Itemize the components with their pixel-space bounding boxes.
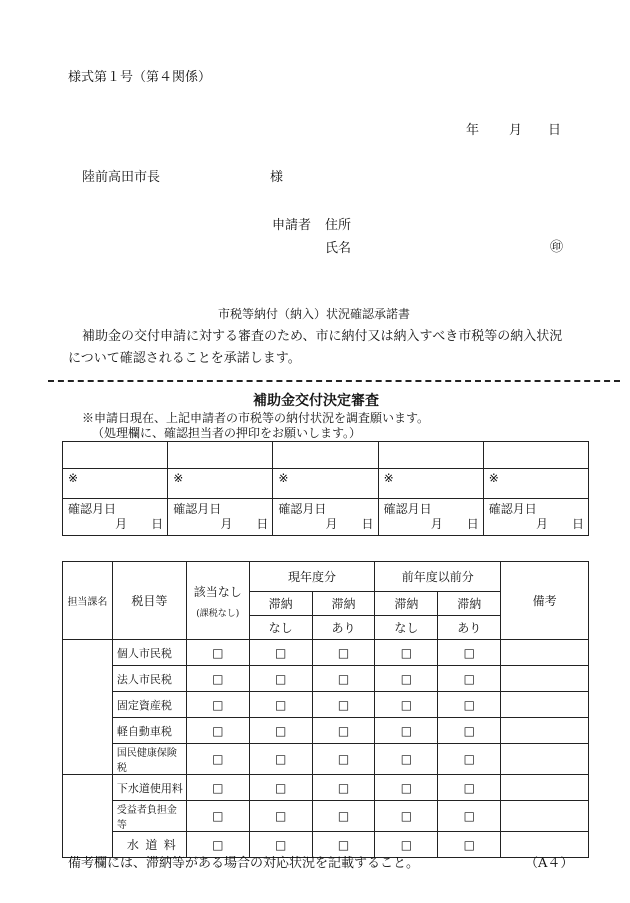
checkbox[interactable]: □ (249, 801, 312, 832)
remarks-header: 備考 (501, 562, 589, 640)
tax-name: 国民健康保険税 (112, 744, 186, 775)
consent-body-line2: について確認されることを承諾します。 (68, 351, 301, 366)
checkbox[interactable]: □ (438, 744, 501, 775)
checkbox[interactable]: □ (312, 775, 375, 801)
checkbox[interactable]: □ (375, 640, 438, 666)
checkbox[interactable]: □ (312, 744, 375, 775)
footer-note: 備考欄には、滞納等がある場合の対応状況を記載すること。 (68, 856, 420, 871)
review-title: 補助金交付決定審査 (253, 393, 379, 409)
tax-name: 下水道使用料 (112, 775, 186, 801)
table-row (63, 666, 589, 692)
date-year-label: 年 (466, 123, 480, 138)
tax-name: 軽自動車税 (112, 718, 186, 744)
confirmation-table (62, 441, 589, 536)
checkbox[interactable]: □ (186, 666, 249, 692)
table-row (63, 775, 589, 801)
checkbox[interactable]: □ (186, 744, 249, 775)
checkbox[interactable]: □ (186, 692, 249, 718)
checkbox[interactable]: □ (249, 640, 312, 666)
checkbox[interactable]: □ (438, 666, 501, 692)
month-label: 月 (220, 517, 233, 531)
honorific: 様 (270, 170, 284, 185)
tax-header: 税目等 (112, 562, 186, 640)
month-label: 月 (535, 517, 548, 531)
address-label: 住所 (325, 218, 352, 233)
confirm-date-cell[interactable] (168, 499, 273, 536)
day-label: 日 (151, 517, 164, 531)
sub-none: なし (249, 616, 312, 640)
seal-mark: ㊞ (550, 240, 564, 255)
mark: ※ (383, 471, 394, 485)
table-row (63, 692, 589, 718)
checkbox[interactable]: □ (375, 775, 438, 801)
checkbox[interactable]: □ (438, 801, 501, 832)
day-label: 日 (466, 517, 479, 531)
confirm-date-label: 確認月日 (173, 502, 222, 516)
tax-name: 受益者負担金等 (112, 801, 186, 832)
month-label: 月 (430, 517, 443, 531)
checkbox[interactable]: □ (312, 692, 375, 718)
checkbox[interactable]: □ (249, 666, 312, 692)
stamp-cell[interactable] (63, 442, 168, 469)
tax-name: 水道料 (112, 832, 186, 858)
mark-cell (483, 469, 588, 499)
checkbox[interactable]: □ (249, 744, 312, 775)
remarks-cell[interactable] (501, 666, 589, 692)
table-row (63, 640, 589, 666)
sub-arrears: 滞納 (375, 592, 438, 616)
confirm-date-cell[interactable] (378, 499, 483, 536)
paper-size: （A４） (525, 856, 574, 871)
day-label: 日 (361, 517, 374, 531)
applicant-label: 申請者 (272, 218, 312, 233)
tax-status-table (62, 561, 589, 858)
checkbox[interactable]: □ (249, 692, 312, 718)
confirm-date-label: 確認月日 (278, 502, 327, 516)
checkbox[interactable]: □ (312, 718, 375, 744)
checkbox[interactable]: □ (375, 666, 438, 692)
remarks-cell[interactable] (501, 640, 589, 666)
table-row (63, 718, 589, 744)
confirm-date-cell[interactable] (63, 499, 168, 536)
review-note1: ※申請日現在、上記申請者の市税等の納付状況を調査願います。 (82, 411, 430, 425)
sub-exists: あり (312, 616, 375, 640)
checkbox[interactable]: □ (249, 775, 312, 801)
date-day-label: 日 (548, 123, 562, 138)
previous-years-header: 前年度以前分 (375, 562, 501, 592)
mark: ※ (173, 471, 184, 485)
mark: ※ (488, 471, 499, 485)
dept-cell[interactable] (63, 640, 113, 775)
checkbox[interactable]: □ (438, 832, 501, 858)
table-row (63, 801, 589, 832)
stamp-cell[interactable] (168, 442, 273, 469)
remarks-cell[interactable] (501, 775, 589, 801)
none-header (186, 562, 249, 640)
confirm-date-cell[interactable] (483, 499, 588, 536)
remarks-cell[interactable] (501, 692, 589, 718)
day-label: 日 (256, 517, 269, 531)
confirm-date-label: 確認月日 (383, 502, 432, 516)
month-label: 月 (115, 517, 128, 531)
mark-cell (273, 469, 378, 499)
checkbox[interactable]: □ (312, 666, 375, 692)
mark: ※ (278, 471, 289, 485)
checkbox[interactable]: □ (438, 640, 501, 666)
date-month-label: 月 (509, 123, 523, 138)
checkbox[interactable]: □ (312, 832, 375, 858)
sub-arrears: 滞納 (438, 592, 501, 616)
confirm-date-label: 確認月日 (488, 502, 537, 516)
checkbox[interactable]: □ (375, 801, 438, 832)
cut-line (48, 380, 620, 382)
stamp-cell[interactable] (378, 442, 483, 469)
none-header-line1: 該当なし (193, 584, 242, 599)
checkbox[interactable]: □ (375, 832, 438, 858)
checkbox[interactable]: □ (186, 832, 249, 858)
sub-exists: あり (438, 616, 501, 640)
sub-none: なし (375, 616, 438, 640)
checkbox[interactable]: □ (186, 718, 249, 744)
mark-cell (168, 469, 273, 499)
confirm-date-cell[interactable] (273, 499, 378, 536)
tax-name: 法人市民税 (112, 666, 186, 692)
dept-cell[interactable] (63, 775, 113, 858)
checkbox[interactable]: □ (186, 775, 249, 801)
day-label: 日 (571, 517, 584, 531)
consent-title: 市税等納付（納入）状況確認承諾書 (218, 307, 411, 321)
checkbox[interactable]: □ (375, 718, 438, 744)
none-header-line2: (課税なし) (196, 608, 240, 619)
remarks-cell[interactable] (501, 718, 589, 744)
checkbox[interactable]: □ (249, 718, 312, 744)
mark-cell (378, 469, 483, 499)
mark: ※ (68, 471, 79, 485)
consent-body-line1: 補助金の交付申請に対する審査のため、市に納付又は納入すべき市税等の納入状況 (82, 329, 563, 344)
checkbox[interactable]: □ (438, 718, 501, 744)
stamp-cell[interactable] (483, 442, 588, 469)
dept-header: 担当課名 (63, 562, 113, 640)
sub-arrears: 滞納 (312, 592, 375, 616)
checkbox[interactable]: □ (438, 692, 501, 718)
name-label: 氏名 (325, 241, 352, 256)
checkbox[interactable]: □ (249, 832, 312, 858)
remarks-cell[interactable] (501, 801, 589, 832)
remarks-cell[interactable] (501, 744, 589, 775)
checkbox[interactable]: □ (375, 692, 438, 718)
checkbox[interactable]: □ (312, 801, 375, 832)
checkbox[interactable]: □ (375, 744, 438, 775)
checkbox[interactable]: □ (438, 775, 501, 801)
tax-name: 個人市民税 (112, 640, 186, 666)
current-year-header: 現年度分 (249, 562, 375, 592)
review-note2: （処理欄に、確認担当者の押印をお願いします。） (92, 426, 362, 440)
form-number: 様式第１号（第４関係） (68, 70, 212, 85)
month-label: 月 (325, 517, 338, 531)
sub-arrears: 滞納 (249, 592, 312, 616)
checkbox[interactable]: □ (186, 801, 249, 832)
table-row (63, 744, 589, 775)
stamp-cell[interactable] (273, 442, 378, 469)
confirm-date-label: 確認月日 (68, 502, 117, 516)
tax-name: 固定資産税 (112, 692, 186, 718)
checkbox[interactable]: □ (312, 640, 375, 666)
addressee: 陸前高田市長 (82, 170, 161, 185)
checkbox[interactable]: □ (186, 640, 249, 666)
mark-cell (63, 469, 168, 499)
